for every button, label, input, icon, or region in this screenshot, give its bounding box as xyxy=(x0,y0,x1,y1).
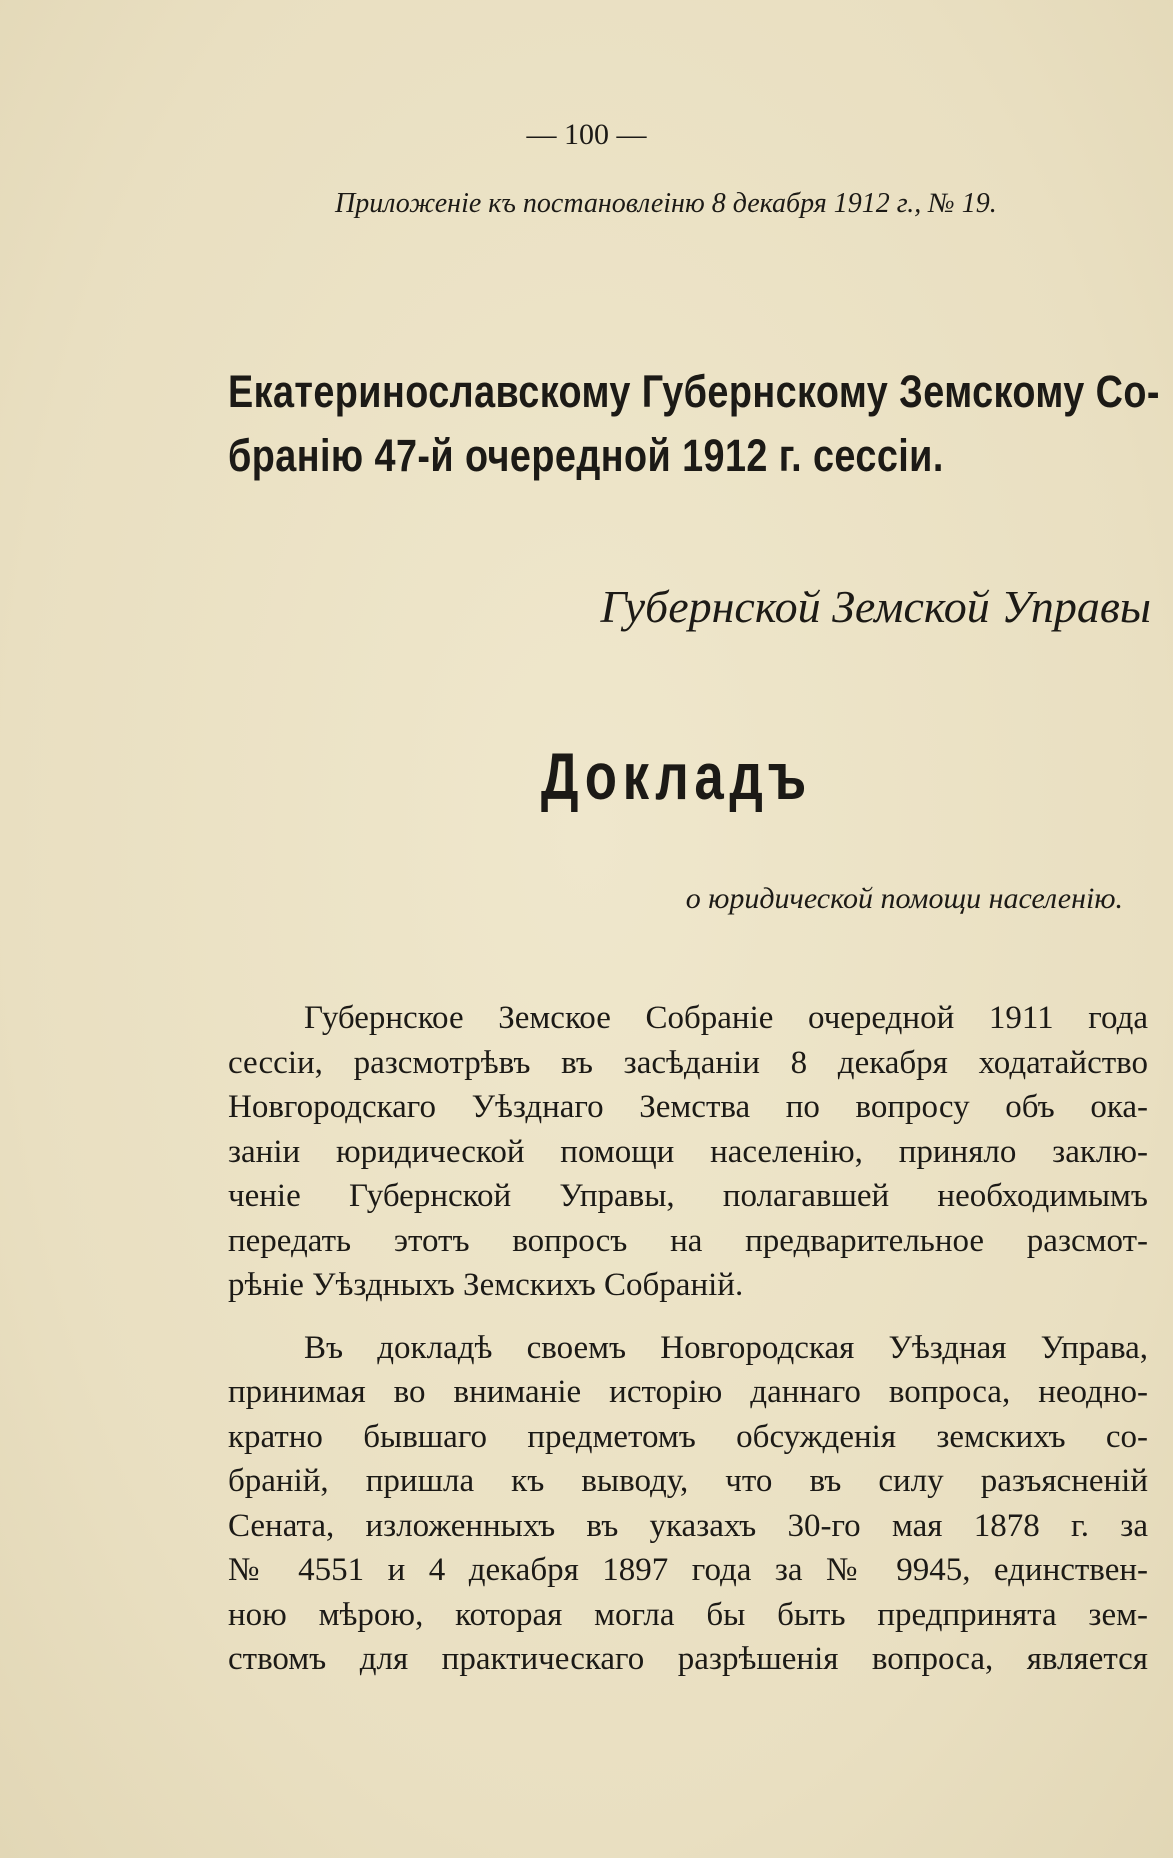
issuer-heading: Губернской Земской Управы xyxy=(600,581,1151,632)
paragraph-2-line: кратно бывшаго предметомъ обсужденiя земскихъ со- xyxy=(228,1418,1148,1455)
title-line-1: Екатеринославскому Губернскому Земскому Со- xyxy=(228,366,1160,417)
paragraph-1-line: ченiе Губернской Управы, полагавшей необходимымъ xyxy=(228,1178,1148,1214)
title-line-2: бранiю 47-й очередной 1912 г. сессiи. xyxy=(228,430,944,481)
paragraph-1-line: занiи юридической помощи населенiю, приняло заклю- xyxy=(228,1133,1148,1170)
paragraph-gap xyxy=(228,1308,1148,1326)
document-type-heading xyxy=(0,738,1173,814)
document-type-label: Докладъ xyxy=(541,739,812,813)
page-number: — 100 — xyxy=(526,118,647,151)
paragraph-1-line: Новгородскаго Уѣзднаго Земства по вопросу объ ока- xyxy=(228,1089,1148,1125)
paragraph-2-line: ною мѣрою, которая могла бы быть предпринята зем- xyxy=(228,1596,1148,1633)
paragraph-2-line: бранiй, пришла къ выводу, что въ силу разъясненiй xyxy=(228,1463,1148,1499)
paragraph-2-line: № 4551 и 4 декабря 1897 года за № 9945, единствен- xyxy=(228,1552,1148,1588)
appendix-note: Приложенiе къ постановлеiню 8 декабря 1912 г., № 19. xyxy=(335,188,997,219)
paragraph-1-line: передать этотъ вопросъ на предварительное разсмот- xyxy=(228,1222,1148,1259)
paragraph-1-line: рѣнiе Уѣздныхъ Земскихъ Собранiй. xyxy=(228,1267,744,1303)
paragraph-1-line: сессiи, разсмотрѣвъ въ засѣданiи 8 декабря ходатайство xyxy=(228,1044,1148,1081)
paragraph-2-line: Сената, изложенныхъ въ указахъ 30-го мая 1878 г. за xyxy=(228,1507,1148,1544)
subject-line: о юридической помощи населенiю. xyxy=(685,882,1123,915)
body-text xyxy=(228,996,1148,1682)
paragraph-2-line: ствомъ для практическаго разрѣшенiя вопроса, является xyxy=(228,1641,1148,1677)
paragraph-2-line: Въ докладѣ своемъ Новгородская Уѣздная Управа, xyxy=(304,1329,1148,1366)
paragraph-2-line: принимая во вниманiе исторiю даннаго вопроса, неодно- xyxy=(228,1374,1148,1410)
paragraph-1-line: Губернское Земское Собранiе очередной 1911 года xyxy=(304,1000,1148,1036)
document-title xyxy=(228,360,1160,488)
